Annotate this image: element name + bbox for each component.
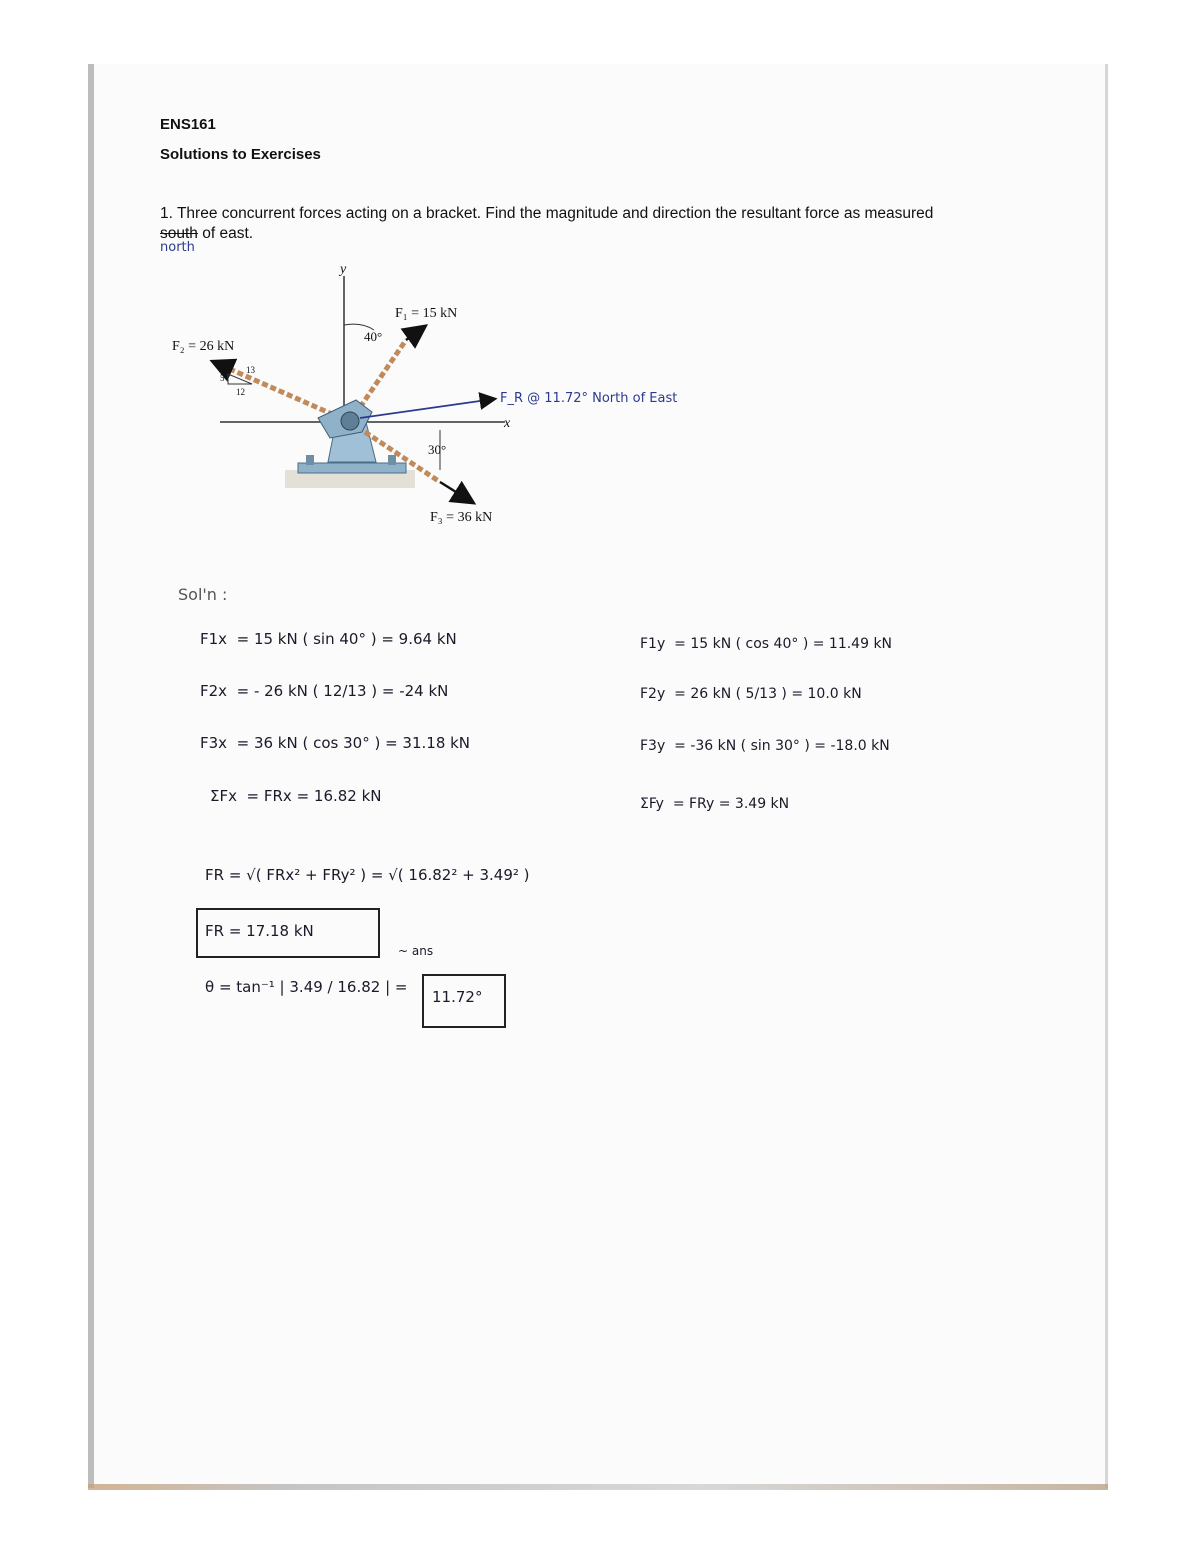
fx-eq: = - 26 kN ( 12/13 ) = -24 kN	[236, 682, 449, 700]
f2-label: F₂ = 26 kN	[172, 339, 235, 354]
pin	[341, 412, 359, 430]
solution-label: Sol'n :	[178, 585, 228, 604]
fx-row-sum	[210, 787, 382, 805]
question-line: 1. Three concurrent forces acting on a bracket. Find the magnitude and direction the resultant force as measured	[160, 205, 934, 222]
struck-word: south	[160, 225, 198, 242]
handwritten-correction: north	[160, 240, 195, 255]
f3-label: F₃ = 36 kN	[430, 510, 493, 525]
theta-formula: θ = tan⁻¹ | 3.49 / 16.82 | =	[205, 978, 408, 996]
arrow-f1	[406, 327, 424, 340]
fx-row-3	[200, 734, 470, 752]
resultant-answer: FR = 17.18 kN	[205, 922, 314, 940]
paper-bottom-edge	[88, 1484, 1108, 1490]
fy-lhs: F2y	[640, 686, 666, 702]
theta-answer: 11.72°	[432, 988, 483, 1006]
fx-row-2	[200, 682, 448, 700]
fy-row-3	[640, 738, 890, 754]
y-axis-label: y	[340, 262, 347, 277]
triangle-base-label: 12	[236, 387, 245, 397]
fx-lhs: F1x	[200, 630, 228, 648]
fx-lhs: F3x	[200, 734, 228, 752]
fx-eq: = 36 kN ( cos 30° ) = 31.18 kN	[236, 734, 471, 752]
fy-row-1	[640, 636, 892, 652]
fy-eq: = FRy = 3.49 kN	[672, 796, 790, 812]
f1-label: F₁ = 15 kN	[395, 306, 458, 321]
fx-eq: = 15 kN ( sin 40° ) = 9.64 kN	[236, 630, 457, 648]
fy-eq: = 15 kN ( cos 40° ) = 11.49 kN	[674, 636, 893, 652]
fy-row-sum	[640, 796, 789, 812]
fy-eq: = 26 kN ( 5/13 ) = 10.0 kN	[674, 686, 862, 702]
bolt-left	[306, 455, 314, 465]
document-subtitle: Solutions to Exercises	[160, 146, 321, 163]
fy-row-2	[640, 686, 862, 702]
resultant-note: F_R @ 11.72° North of East	[500, 391, 678, 406]
fx-eq: = FRx = 16.82 kN	[246, 787, 382, 805]
fy-lhs: ΣFy	[640, 796, 664, 812]
arrow-f3	[440, 482, 472, 502]
fx-lhs: F2x	[200, 682, 228, 700]
fx-lhs: ΣFx	[210, 787, 237, 805]
answer-mark: ~ ans	[398, 944, 434, 958]
angle-30-label: 30°	[428, 442, 447, 457]
fy-lhs: F3y	[640, 738, 666, 754]
bolt-right	[388, 455, 396, 465]
triangle-hyp-label: 13	[246, 365, 255, 375]
resultant-arrow	[360, 399, 494, 418]
force-diagram	[0, 0, 1200, 560]
arrow-f2	[214, 362, 232, 370]
fx-row-1	[200, 630, 457, 648]
triangle-side-label: 5	[220, 373, 225, 383]
angle-40-label: 40°	[364, 329, 383, 344]
resultant-formula: FR = √( FRx² + FRy² ) = √( 16.82² + 3.49² )	[205, 866, 530, 884]
x-axis-label: x	[504, 416, 511, 431]
fy-eq: = -36 kN ( sin 30° ) = -18.0 kN	[674, 738, 890, 754]
question-tail: of east.	[197, 225, 254, 242]
course-code: ENS161	[160, 116, 216, 133]
fy-lhs: F1y	[640, 636, 666, 652]
